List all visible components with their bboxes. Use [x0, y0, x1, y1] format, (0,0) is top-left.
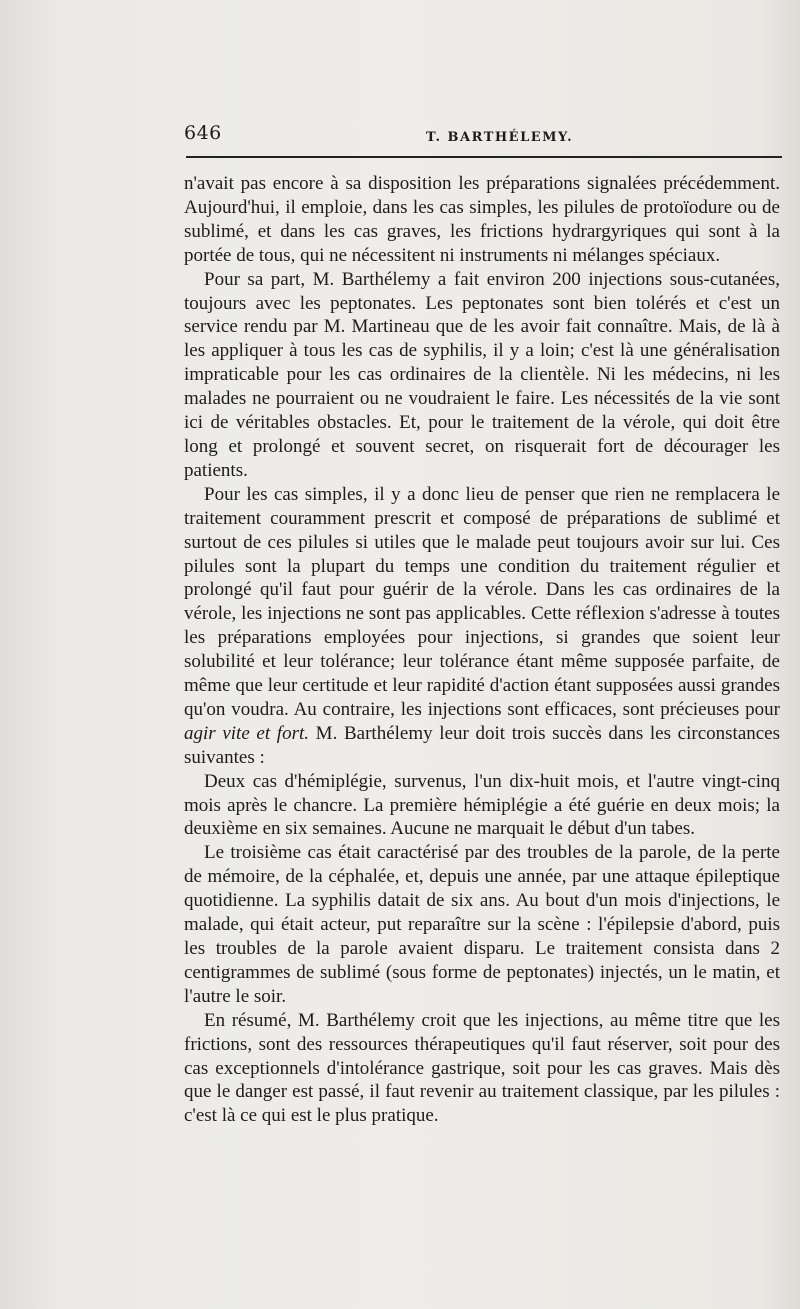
paragraph-5: Le troisième cas était caractérisé par des troubles de la parole, de la perte de mémoire, de la céphalée, et, depuis une année, par une attaque épileptique quotidienne. La syphilis datait de six ans. Au bout d'un mois d'injections, le malade, qui était acteur, put reparaître sur la scène : l'épilepsie d'abord, puis les troubles de la parole avaient disparu. Le traitement consista dans 2 centigrammes de sublimé (sous forme de peptonates) injectés, un le matin, et l'autre le soir.: [184, 842, 780, 1007]
paragraph-6: En résumé, M. Barthélemy croit que les injections, au même titre que les frictions, sont des ressources thérapeutiques qu'il faut réserver, soit pour des cas exceptionnels d'intolérance gastrique, soit pour les cas graves. Mais dès que le danger est passé, il faut revenir au traitement classique, par les pilules : c'est là ce qui est le plus pratique.: [184, 1009, 780, 1127]
page-number: 646: [184, 122, 222, 144]
paragraph-4: Deux cas d'hémiplégie, survenus, l'un dix-huit mois, et l'autre vingt-cinq mois après le chancre. La première hémiplégie a été guérie en deux mois; la deuxième en six semaines. Aucune ne marquait le début d'un tabes.: [184, 770, 780, 840]
paragraph-3-italic: agir vite et fort.: [184, 722, 310, 744]
paragraph-3-text-end: M. Barthélemy leur doit trois succès dans les circonstances suivantes :: [184, 722, 781, 768]
paragraph-3-text: Pour les cas simples, il y a donc lieu de penser que rien ne remplacera le traitement couramment prescrit et composé de préparations de sublimé et surtout de ces pilules si utiles que le malade peut toujours avoir sur lui. Ces pilules sont la plupart du temps une condition du traitement régulier et prolongé qu'il faut pour guérir de la vérole. Dans les cas ordinaires de la vérole, les injections ne sont pas applicables. Cette réflexion s'adresse à toutes les préparations employées pour injections, si grandes que soient leur solubilité et leur tolérance; leur tolérance étant même supposée parfaite, de même que leur certitude et leur rapidité d'action étant supposées aussi grandes qu'on voudra. Au contraire, les injections sont efficaces, sont précieuses pour: [184, 483, 780, 720]
paragraph-3: [184, 483, 780, 770]
paragraph-2: Pour sa part, M. Barthélemy a fait environ 200 injections sous-cutanées, toujours avec les peptonates. Les peptonates sont bien tolérés et c'est un service rendu par M. Martineau que de les avoir fait connaître. Mais, de là à les appliquer à tous les cas de syphilis, il y a loin; c'est là une généralisation impraticable pour les cas ordinaires de la clientèle. Ni les médecins, ni les malades ne pourraient ou ne voudraient le faire. Les nécessités de la vie sont ici de véritables obstacles. Et, pour le traitement de la vérole, qui doit être long et prolongé et souvent secret, on risquerait fort de décourager les patients.: [184, 268, 780, 481]
header-rule: [186, 156, 782, 158]
body-text: [184, 172, 780, 1128]
page-header: [184, 122, 784, 156]
paragraph-1: n'avait pas encore à sa disposition les préparations signalées précédemment. Aujourd'hui, il emploie, dans les cas simples, les pilules de protoïodure ou de sublimé, et dans les cas graves, les frictions hydrargyriques qui sont à la portée de tous, qui ne nécessitent ni instruments ni mélanges spéciaux.: [184, 173, 780, 266]
running-head: T. BARTHÉLEMY.: [426, 130, 574, 145]
